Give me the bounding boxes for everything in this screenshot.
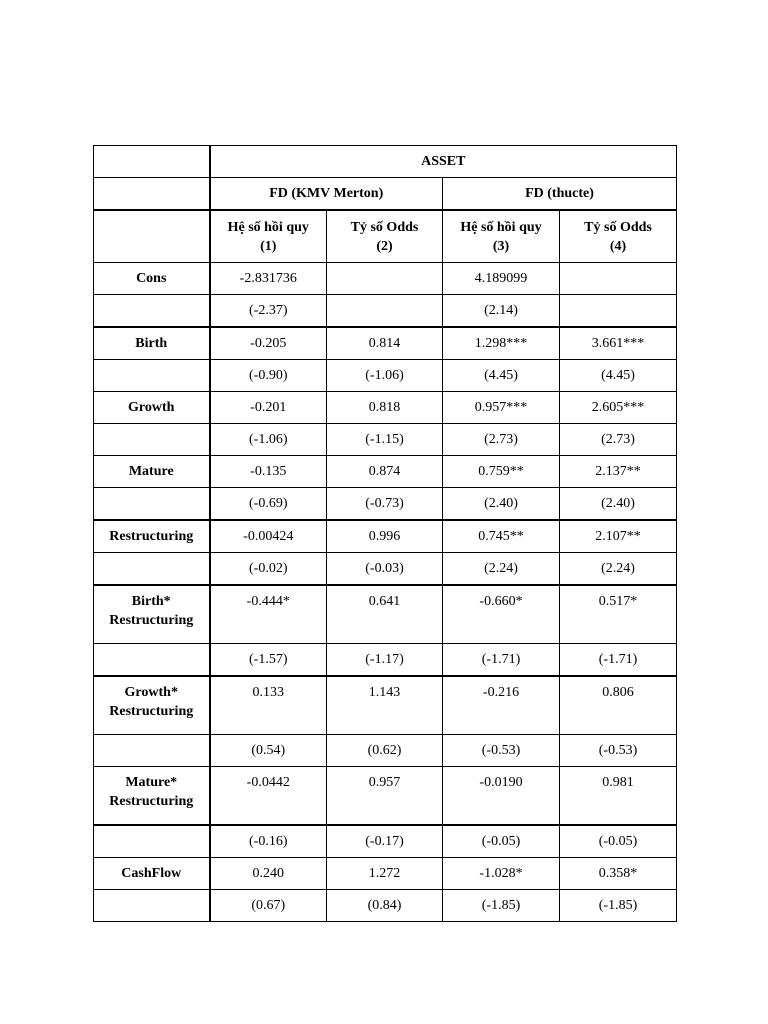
- row-label: Birth: [94, 327, 210, 360]
- column-header: [327, 210, 443, 263]
- coef-cell: 0.759**: [443, 456, 560, 488]
- tstat-cell: (0.67): [210, 890, 327, 922]
- row-label-empty: [94, 424, 210, 456]
- tstat-cell: (-2.37): [210, 295, 327, 328]
- coef-cell: 0.957: [327, 767, 443, 826]
- row-label: Restructuring: [94, 520, 210, 553]
- tstat-cell: (2.40): [560, 488, 677, 521]
- tstat-cell: (-1.06): [210, 424, 327, 456]
- coef-cell: 0.745**: [443, 520, 560, 553]
- coef-row: [94, 263, 677, 295]
- coef-cell: 0.358*: [560, 858, 677, 890]
- coef-row: [94, 392, 677, 424]
- coef-cell: 0.806: [560, 676, 677, 735]
- coef-cell: 0.133: [210, 676, 327, 735]
- coef-cell: 0.996: [327, 520, 443, 553]
- tstat-row: [94, 644, 677, 677]
- coef-cell: 0.240: [210, 858, 327, 890]
- tstat-cell: (-0.53): [443, 735, 560, 767]
- tstat-cell: (-1.85): [560, 890, 677, 922]
- tstat-cell: (-1.06): [327, 360, 443, 392]
- column-header: [560, 210, 677, 263]
- subgroup-header: FD (thucte): [443, 178, 677, 211]
- tstat-cell: (2.14): [443, 295, 560, 328]
- tstat-cell: (0.84): [327, 890, 443, 922]
- coef-cell: 0.814: [327, 327, 443, 360]
- coef-cell: 1.143: [327, 676, 443, 735]
- column-header-number: (3): [492, 238, 510, 254]
- coef-cell: 1.298***: [443, 327, 560, 360]
- coef-row: [94, 676, 677, 735]
- regression-table: [93, 145, 677, 922]
- tstat-cell: (-0.05): [560, 825, 677, 858]
- row-label: Mature* Restructuring: [94, 767, 210, 826]
- row-label-empty: [94, 553, 210, 586]
- corner-cell: [94, 178, 210, 211]
- coef-row: [94, 520, 677, 553]
- coef-cell: 1.272: [327, 858, 443, 890]
- coef-cell: 4.189099: [443, 263, 560, 295]
- corner-cell: [94, 146, 210, 178]
- coef-cell: 0.818: [327, 392, 443, 424]
- tstat-cell: (-0.05): [443, 825, 560, 858]
- coef-cell: 0.957***: [443, 392, 560, 424]
- column-header-name: Tỷ số Odds: [584, 219, 652, 235]
- coef-cell: 2.605***: [560, 392, 677, 424]
- column-header: [443, 210, 560, 263]
- row-label-empty: [94, 360, 210, 392]
- tstat-cell: (-0.16): [210, 825, 327, 858]
- tstat-cell: (-0.17): [327, 825, 443, 858]
- coef-cell: 0.874: [327, 456, 443, 488]
- row-label: Mature: [94, 456, 210, 488]
- coef-cell: [327, 263, 443, 295]
- coef-cell: 2.107**: [560, 520, 677, 553]
- tstat-cell: (-1.15): [327, 424, 443, 456]
- tstat-cell: (2.24): [443, 553, 560, 586]
- coef-row: [94, 585, 677, 644]
- column-header-number: (4): [609, 238, 627, 254]
- tstat-cell: (-0.03): [327, 553, 443, 586]
- coef-cell: -0.00424: [210, 520, 327, 553]
- group-header: ASSET: [210, 146, 677, 178]
- coef-cell: 0.517*: [560, 585, 677, 644]
- tstat-cell: (0.54): [210, 735, 327, 767]
- coef-cell: -0.0190: [443, 767, 560, 826]
- coef-cell: 3.661***: [560, 327, 677, 360]
- coef-cell: -0.135: [210, 456, 327, 488]
- coef-cell: -0.0442: [210, 767, 327, 826]
- tstat-cell: (-0.73): [327, 488, 443, 521]
- row-label-empty: [94, 488, 210, 521]
- tstat-cell: (-1.85): [443, 890, 560, 922]
- coef-cell: -1.028*: [443, 858, 560, 890]
- coef-cell: 0.981: [560, 767, 677, 826]
- coef-cell: -0.205: [210, 327, 327, 360]
- tstat-row: [94, 488, 677, 521]
- row-label: Cons: [94, 263, 210, 295]
- tstat-cell: (-1.57): [210, 644, 327, 677]
- column-header: [210, 210, 327, 263]
- row-label-empty: [94, 295, 210, 328]
- column-header-number: (2): [376, 238, 393, 254]
- tstat-cell: (-0.69): [210, 488, 327, 521]
- tstat-cell: (0.62): [327, 735, 443, 767]
- tstat-cell: (4.45): [443, 360, 560, 392]
- coef-cell: -0.660*: [443, 585, 560, 644]
- tstat-cell: (-0.02): [210, 553, 327, 586]
- tstat-cell: (2.40): [443, 488, 560, 521]
- tstat-row: [94, 735, 677, 767]
- tstat-cell: [560, 295, 677, 328]
- row-label-empty: [94, 825, 210, 858]
- coef-cell: -0.201: [210, 392, 327, 424]
- tstat-cell: (4.45): [560, 360, 677, 392]
- coef-cell: [560, 263, 677, 295]
- row-label: Growth* Restructuring: [94, 676, 210, 735]
- tstat-row: [94, 890, 677, 922]
- corner-cell: [94, 210, 210, 263]
- tstat-row: [94, 424, 677, 456]
- coef-cell: 2.137**: [560, 456, 677, 488]
- row-label-empty: [94, 890, 210, 922]
- tstat-cell: (-1.17): [327, 644, 443, 677]
- coef-row: [94, 767, 677, 826]
- tstat-row: [94, 825, 677, 858]
- row-label-empty: [94, 644, 210, 677]
- tstat-row: [94, 360, 677, 392]
- column-header-number: (1): [260, 238, 277, 254]
- coef-cell: 0.641: [327, 585, 443, 644]
- row-label: Growth: [94, 392, 210, 424]
- subgroup-header: FD (KMV Merton): [210, 178, 443, 211]
- coef-row: [94, 456, 677, 488]
- coef-cell: -0.444*: [210, 585, 327, 644]
- column-header-name: Tỷ số Odds: [350, 219, 419, 235]
- tstat-row: [94, 295, 677, 328]
- row-label: Birth* Restructuring: [94, 585, 210, 644]
- column-header-name: Hệ số hồi quy: [460, 219, 542, 235]
- tstat-cell: (2.24): [560, 553, 677, 586]
- tstat-cell: (-1.71): [443, 644, 560, 677]
- tstat-cell: (-0.53): [560, 735, 677, 767]
- coef-row: [94, 858, 677, 890]
- tstat-cell: (-1.71): [560, 644, 677, 677]
- tstat-cell: [327, 295, 443, 328]
- row-label: CashFlow: [94, 858, 210, 890]
- coef-row: [94, 327, 677, 360]
- tstat-cell: (2.73): [560, 424, 677, 456]
- tstat-cell: (2.73): [443, 424, 560, 456]
- tstat-row: [94, 553, 677, 586]
- row-label-empty: [94, 735, 210, 767]
- column-header-name: Hệ số hồi quy: [227, 219, 309, 235]
- coef-cell: -2.831736: [210, 263, 327, 295]
- coef-cell: -0.216: [443, 676, 560, 735]
- tstat-cell: (-0.90): [210, 360, 327, 392]
